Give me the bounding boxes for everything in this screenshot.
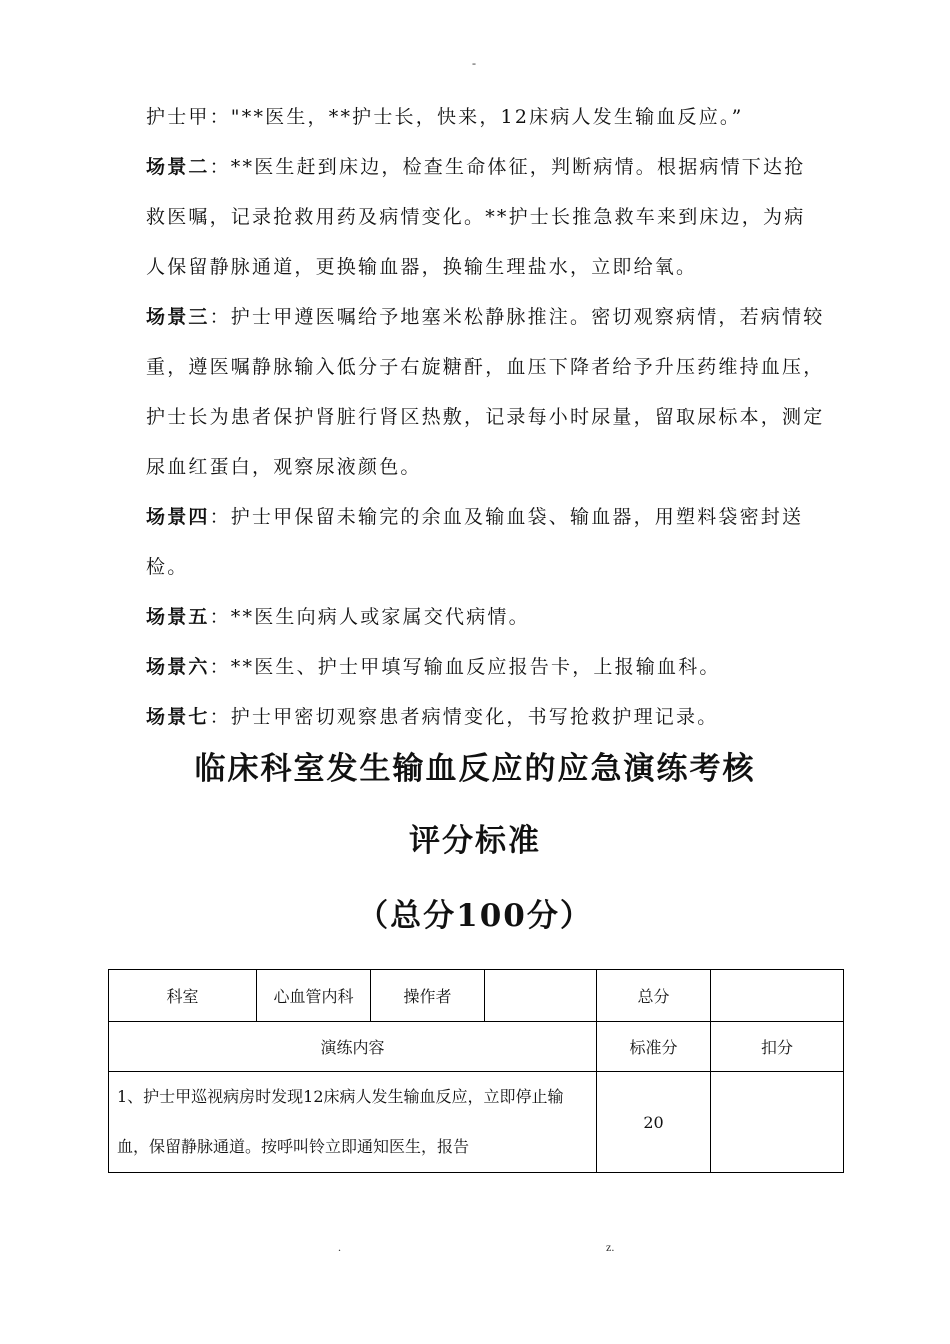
scene-label: 场景四 <box>146 506 210 528</box>
item-content: 1、护士甲巡视病房时发现12床病人发生输血反应，立即停止输血，保留静脉通道。按呼叫铃立即通知医生，报告 <box>109 1072 597 1173</box>
paragraph-scene-5 <box>146 592 826 642</box>
total-label: 总分 <box>597 970 711 1022</box>
footer-left-mark: . <box>338 1240 341 1254</box>
paragraph-scene-3 <box>146 292 826 492</box>
table-row <box>109 1072 844 1173</box>
standard-score-header: 标准分 <box>597 1022 711 1072</box>
document-title: 临床科室发生输血反应的应急演练考核 <box>194 751 756 787</box>
paragraph-scene-7 <box>146 692 826 742</box>
total-score-note: （总分100分） <box>357 898 593 934</box>
paragraph-text: 护士甲："**医生，**护士长，快来，12床病人发生输血反应。” <box>146 106 744 128</box>
table-info-row <box>109 970 844 1022</box>
dept-value: 心血管内科 <box>257 970 371 1022</box>
item-deduction[interactable] <box>711 1072 844 1173</box>
table-header-row <box>109 1022 844 1072</box>
scene-label: 场景七 <box>146 706 210 728</box>
scene-label: 场景六 <box>146 656 210 678</box>
total-value[interactable] <box>711 970 844 1022</box>
dept-label: 科室 <box>109 970 257 1022</box>
deduction-header: 扣分 <box>711 1022 844 1072</box>
paragraph-scene-4 <box>146 492 826 592</box>
operator-label: 操作者 <box>371 970 485 1022</box>
operator-value[interactable] <box>485 970 597 1022</box>
item-standard-score: 20 <box>597 1072 711 1173</box>
scene-label: 场景五 <box>146 606 210 628</box>
document-subtitle: 评分标准 <box>409 823 541 859</box>
content-header: 演练内容 <box>109 1022 597 1072</box>
paragraph-scene-6 <box>146 642 826 692</box>
paragraph-text: ：**医生、护士甲填写输血反应报告卡，上报输血科。 <box>209 656 721 678</box>
scene-label: 场景三 <box>146 306 210 328</box>
header-mark: - <box>472 56 476 70</box>
paragraph-nurse-call <box>146 92 826 142</box>
scoring-table <box>108 969 844 1173</box>
paragraph-text: ：**医生向病人或家属交代病情。 <box>209 606 530 628</box>
paragraph-scene-2 <box>146 142 826 292</box>
scene-label: 场景二 <box>146 156 210 178</box>
paragraph-text: ：**医生赶到床边，检查生命体征，判断病情。根据病情下达抢救医嘱，记录抢救用药及病情变化。**护士长推急救车来到床边，为病人保留静脉通道，更换输血器，换输生理盐水，立即给氧。 <box>146 156 806 278</box>
paragraph-text: ：护士甲保留未输完的余血及输血袋、输血器，用塑料袋密封送检。 <box>146 506 804 578</box>
footer-right-mark: z. <box>606 1240 615 1254</box>
paragraph-text: ：护士甲遵医嘱给予地塞米松静脉推注。密切观察病情，若病情较重，遵医嘱静脉输入低分子右旋糖酐，血压下降者给予升压药维持血压，护士长为患者保护肾脏行肾区热敷，记录每小时尿量，留取尿标本，测定尿血红蛋白，观察尿液颜色。 <box>146 306 825 478</box>
paragraph-text: ：护士甲密切观察患者病情变化，书写抢救护理记录。 <box>209 706 719 728</box>
